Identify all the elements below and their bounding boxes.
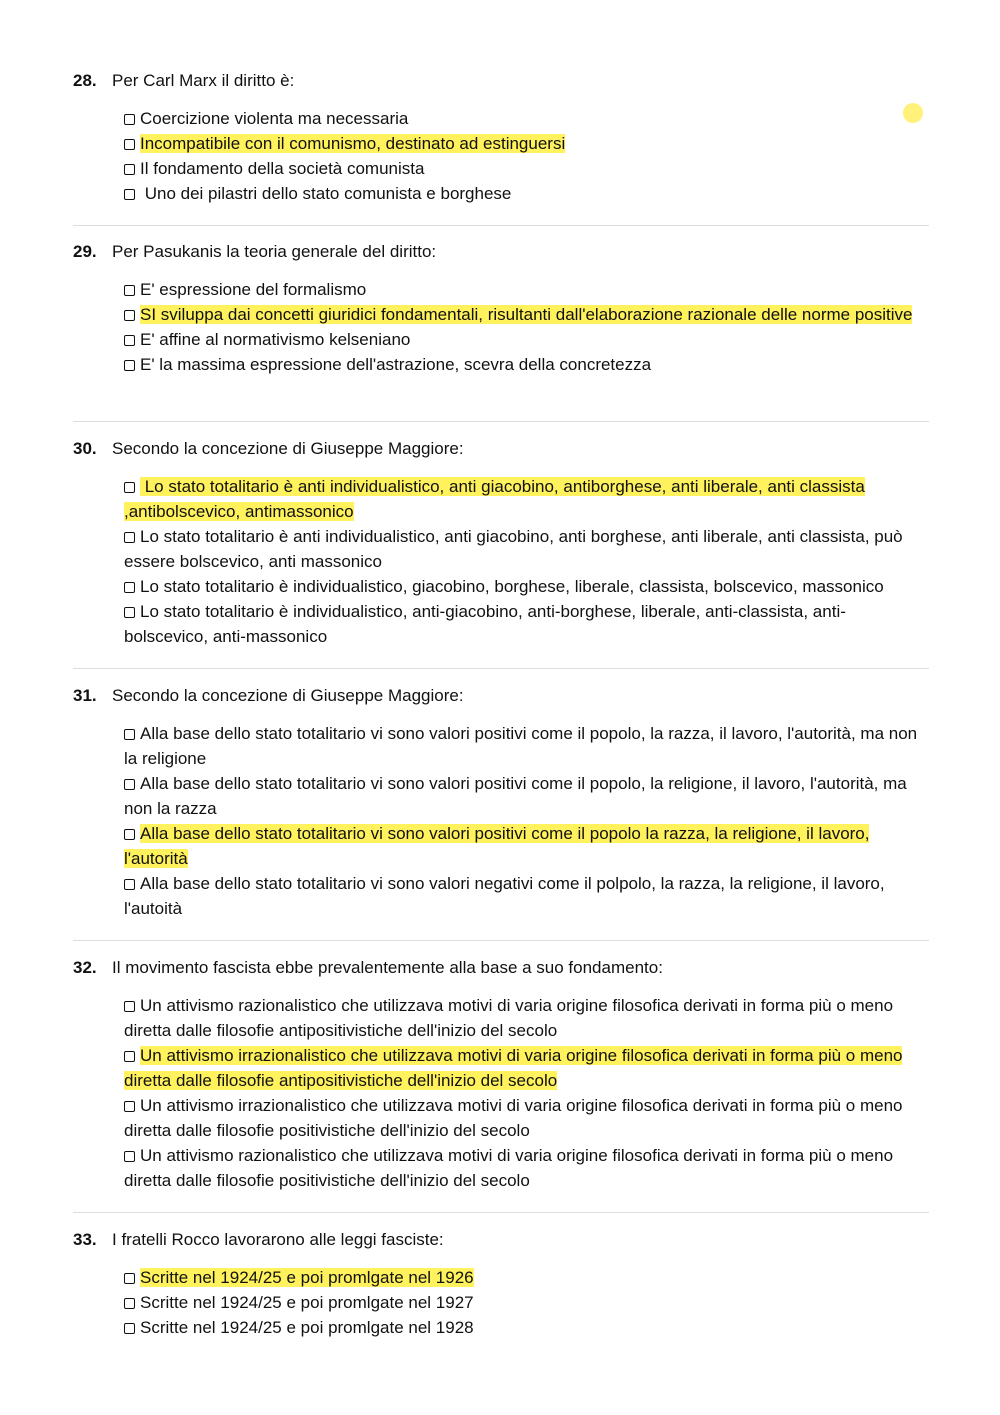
option-text: Lo stato totalitario è individualistico, anti-giacobino, anti-borghese, liberale, anti-classista, anti-bolscevico, anti-massonico [124, 602, 846, 646]
option[interactable] [124, 599, 919, 649]
question-30 [73, 438, 929, 649]
question-29 [73, 241, 929, 377]
checkbox-icon[interactable] [124, 829, 135, 840]
checkbox-icon[interactable] [124, 189, 135, 200]
checkbox-icon[interactable] [124, 779, 135, 790]
divider [73, 1212, 929, 1213]
option[interactable] [124, 474, 919, 524]
checkbox-icon[interactable] [124, 607, 135, 618]
options-list [124, 106, 919, 206]
options-list [124, 993, 919, 1193]
option[interactable] [124, 1143, 919, 1193]
divider [73, 225, 929, 226]
option-text: Coercizione violenta ma necessaria [140, 109, 409, 128]
option-text: E' affine al normativismo kelseniano [140, 330, 411, 349]
question-32 [73, 957, 929, 1193]
option[interactable] [124, 871, 919, 921]
divider [73, 940, 929, 941]
options-list [124, 1265, 919, 1340]
checkbox-icon[interactable] [124, 482, 135, 493]
option-text: Un attivismo razionalistico che utilizzava motivi di varia origine filosofica derivati in forma più o meno diretta dalle filosofie antipositivistiche dell'inizio del secolo [124, 996, 894, 1040]
option[interactable] [124, 1043, 919, 1093]
checkbox-icon[interactable] [124, 1101, 135, 1112]
options-list [124, 474, 919, 649]
question-text: Il movimento fascista ebbe prevalentemente alla base a suo fondamento: [112, 958, 663, 977]
option-text: E' espressione del formalismo [140, 280, 367, 299]
option[interactable] [124, 106, 919, 131]
options-list [124, 721, 919, 921]
option[interactable] [124, 524, 919, 574]
option-text: Scritte nel 1924/25 e poi promlgate nel 1927 [140, 1293, 474, 1312]
checkbox-icon[interactable] [124, 114, 135, 125]
option-text: Scritte nel 1924/25 e poi promlgate nel 1926 [140, 1268, 474, 1287]
question-header [73, 70, 929, 92]
checkbox-icon[interactable] [124, 1273, 135, 1284]
question-header [73, 241, 929, 263]
option[interactable] [124, 574, 919, 599]
checkbox-icon[interactable] [124, 879, 135, 890]
question-33 [73, 1229, 929, 1340]
option-text: Il fondamento della società comunista [140, 159, 425, 178]
option-text: Un attivismo irrazionalistico che utilizzava motivi di varia origine filosofica derivati in forma più o meno diretta dalle filosofie antipositivistiche dell'inizio del secolo [124, 1046, 903, 1090]
option[interactable] [124, 181, 919, 206]
question-header [73, 685, 929, 707]
checkbox-icon[interactable] [124, 335, 135, 346]
option-text: Lo stato totalitario è individualistico, giacobino, borghese, liberale, classista, bolscevico, massonico [140, 577, 884, 596]
divider [73, 421, 929, 422]
checkbox-icon[interactable] [124, 1298, 135, 1309]
option-text: Alla base dello stato totalitario vi sono valori positivi come il popolo, la religione, il lavoro, l'autorità, ma non la razza [124, 774, 907, 818]
option[interactable] [124, 993, 919, 1043]
question-text: Per Carl Marx il diritto è: [112, 71, 295, 90]
question-header [73, 438, 929, 460]
checkbox-icon[interactable] [124, 729, 135, 740]
question-text: Per Pasukanis la teoria generale del diritto: [112, 242, 437, 261]
checkbox-icon[interactable] [124, 360, 135, 371]
option[interactable] [124, 131, 919, 156]
question-text: Secondo la concezione di Giuseppe Maggiore: [112, 439, 464, 458]
option[interactable] [124, 352, 919, 377]
question-header [73, 957, 929, 979]
checkbox-icon[interactable] [124, 164, 135, 175]
question-number: 29. [73, 242, 97, 261]
divider [73, 668, 929, 669]
checkbox-icon[interactable] [124, 1001, 135, 1012]
option-text: Un attivismo razionalistico che utilizzava motivi di varia origine filosofica derivati in forma più o meno diretta dalle filosofie positivistiche dell'inizio del secolo [124, 1146, 894, 1190]
question-number: 28. [73, 71, 97, 90]
option[interactable] [124, 277, 919, 302]
option-text: Un attivismo irrazionalistico che utilizzava motivi di varia origine filosofica derivati in forma più o meno diretta dalle filosofie positivistiche dell'inizio del secolo [124, 1096, 903, 1140]
option-text: Alla base dello stato totalitario vi sono valori positivi come il popolo, la razza, il lavoro, l'autorità, ma non la religione [124, 724, 918, 768]
option[interactable] [124, 821, 919, 871]
question-31 [73, 685, 929, 921]
question-text: I fratelli Rocco lavorarono alle leggi fasciste: [112, 1230, 444, 1249]
checkbox-icon[interactable] [124, 1051, 135, 1062]
checkbox-icon[interactable] [124, 532, 135, 543]
question-number: 33. [73, 1230, 97, 1249]
option[interactable] [124, 1290, 919, 1315]
checkbox-icon[interactable] [124, 1151, 135, 1162]
option-text: E' la massima espressione dell'astrazione, scevra della concretezza [140, 355, 652, 374]
option-text: Uno dei pilastri dello stato comunista e borghese [140, 184, 512, 203]
option-text: Incompatibile con il comunismo, destinato ad estinguersi [140, 134, 566, 153]
question-number: 30. [73, 439, 97, 458]
option[interactable] [124, 1093, 919, 1143]
option-text: Lo stato totalitario è anti individualistico, anti giacobino, anti borghese, anti liberale, anti classista, può essere bolscevico, anti massonico [124, 527, 903, 571]
option-text: Alla base dello stato totalitario vi sono valori negativi come il polpolo, la razza, la religione, il lavoro, l'autoità [124, 874, 885, 918]
checkbox-icon[interactable] [124, 310, 135, 321]
checkbox-icon[interactable] [124, 582, 135, 593]
checkbox-icon[interactable] [124, 1323, 135, 1334]
checkbox-icon[interactable] [124, 139, 135, 150]
checkbox-icon[interactable] [124, 285, 135, 296]
option[interactable] [124, 302, 919, 327]
option-text: Lo stato totalitario è anti individualistico, anti giacobino, antiborghese, anti liberale, anti classista ,antibolscevico, antimassonico [124, 477, 865, 521]
option[interactable] [124, 1315, 919, 1340]
option-text: Scritte nel 1924/25 e poi promlgate nel 1928 [140, 1318, 474, 1337]
option-text: Alla base dello stato totalitario vi sono valori positivi come il popolo la razza, la religione, il lavoro, l'autorità [124, 824, 870, 868]
option-text: SI sviluppa dai concetti giuridici fondamentali, risultanti dall'elaborazione razionale delle norme positive [140, 305, 913, 324]
question-number: 31. [73, 686, 97, 705]
option[interactable] [124, 721, 919, 771]
option[interactable] [124, 327, 919, 352]
question-text: Secondo la concezione di Giuseppe Maggiore: [112, 686, 464, 705]
question-28 [73, 70, 929, 206]
option[interactable] [124, 1265, 919, 1290]
question-header [73, 1229, 929, 1251]
question-number: 32. [73, 958, 97, 977]
options-list [124, 277, 919, 377]
option[interactable] [124, 771, 919, 821]
option[interactable] [124, 156, 919, 181]
